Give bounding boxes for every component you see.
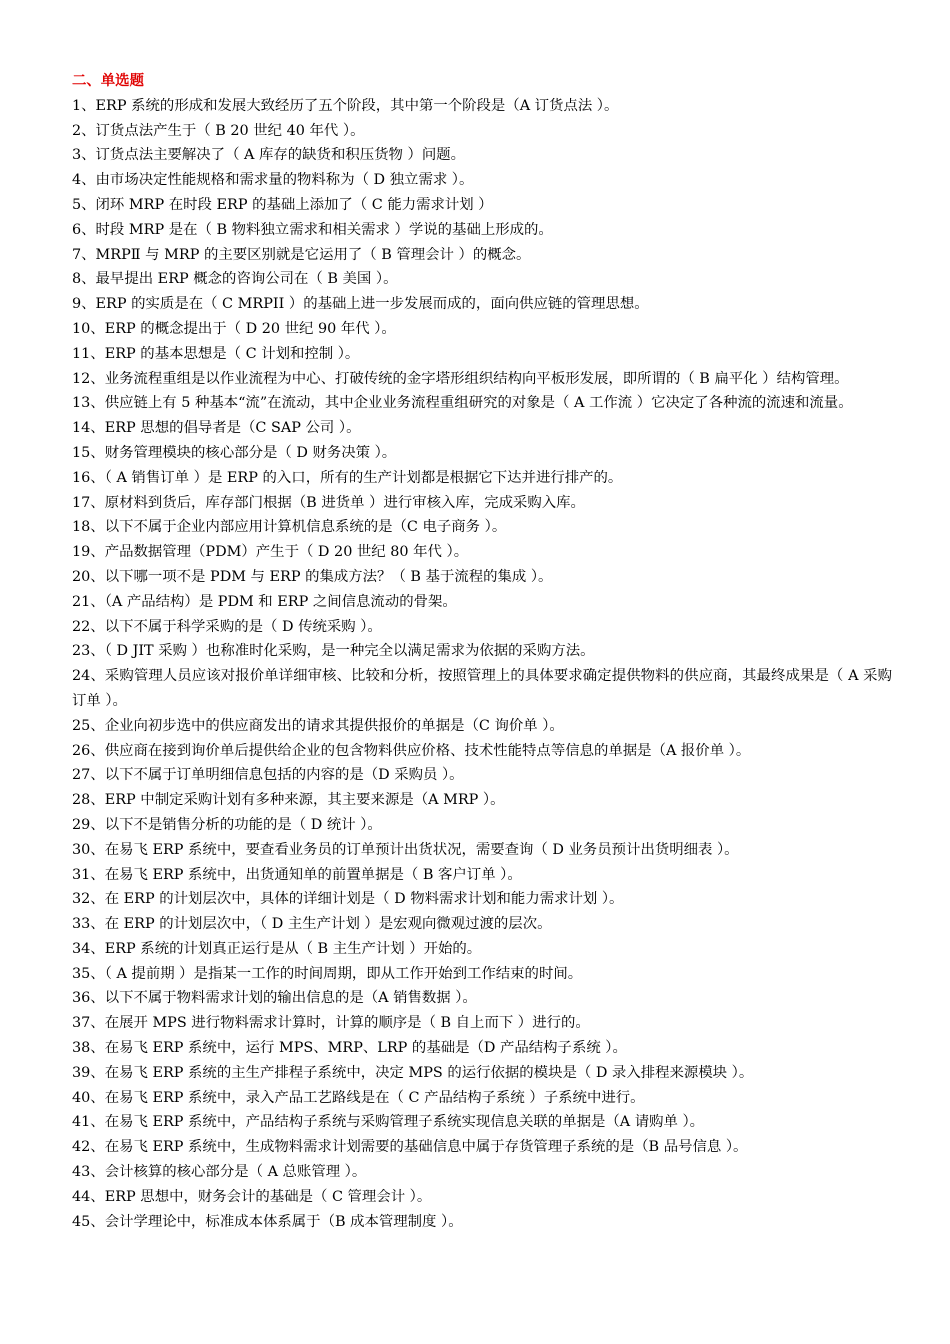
question-item: 22、以下不属于科学采购的是（ D 传统采购 ）。: [72, 618, 382, 635]
question-item: 1、ERP 系统的形成和发展大致经历了五个阶段，其中第一个阶段是（A 订货点法 ）。: [72, 97, 619, 114]
question-item: 18、以下不属于企业内部应用计算机信息系统的是（C 电子商务 ）。: [72, 519, 507, 536]
question-item: 38、在易飞 ERP 系统中，运行 MPS、MRP、LRP 的基础是（D 产品结构子系统 ）。: [72, 1040, 627, 1057]
question-item: 45、会计学理论中，标准成本体系属于（B 成本管理制度 ）。: [72, 1213, 463, 1230]
question-item: 29、以下不是销售分析的功能的是（ D 统计 ）。: [72, 816, 382, 833]
question-item: 31、在易飞 ERP 系统中，出货通知单的前置单据是（ B 客户订单 ）。: [72, 866, 522, 883]
question-item: 26、供应商在接到询价单后提供给企业的包含物料供应价格、技术性能特点等信息的单据是（A 报价单 ）。: [72, 742, 751, 759]
question-item: 39、在易飞 ERP 系统的主生产排程子系统中，决定 MPS 的运行依据的模块是（ D 录入排程来源模块 ）。: [72, 1064, 754, 1081]
question-item: 24、采购管理人员应该对报价单详细审核、比较和分析，按照管理上的具体要求确定提供物料的供应商，其最终成果是（ A 采购订单 ）。: [72, 668, 892, 709]
question-item: 40、在易飞 ERP 系统中，录入产品工艺路线是在（ C 产品结构子系统 ）子系统中进行。: [72, 1089, 645, 1106]
question-item: 8、最早提出 ERP 概念的咨询公司在（ B 美国 ）。: [72, 271, 398, 288]
question-item: 4、由市场决定性能规格和需求量的物料称为（ D 独立需求 ）。: [72, 172, 474, 189]
document-body: [72, 69, 892, 1234]
question-item: 36、以下不属于物料需求计划的输出信息的是（A 销售数据 ）。: [72, 990, 477, 1007]
question-item: 7、MRPⅡ 与 MRP 的主要区别就是它运用了（ B 管理会计 ）的概念。: [72, 246, 531, 263]
question-item: 42、在易飞 ERP 系统中，生成物料需求计划需要的基础信息中属于存货管理子系统的是（B 品号信息 ）。: [72, 1139, 748, 1156]
question-item: 30、在易飞 ERP 系统中，要查看业务员的订单预计出货状况，需要查询（ D 业务员预计出货明细表 ）。: [72, 841, 739, 858]
question-item: 2、订货点法产生于（ B 20 世纪 40 年代 ）。: [72, 122, 365, 139]
question-item: 6、时段 MRP 是在（ B 物料独立需求和相关需求 ）学说的基础上形成的。: [72, 221, 553, 238]
question-item: 33、在 ERP 的计划层次中，（ D 主生产计划 ）是宏观向微观过渡的层次。: [72, 916, 552, 933]
question-item: 28、ERP 中制定采购计划有多种来源，其主要来源是（A MRP ）。: [72, 792, 505, 809]
question-item: 41、在易飞 ERP 系统中，产品结构子系统与采购管理子系统实现信息关联的单据是（A 请购单 ）。: [72, 1114, 705, 1131]
question-item: 11、ERP 的基本思想是（ C 计划和控制 ）。: [72, 345, 360, 362]
question-item: 43、会计核算的核心部分是（ A 总账管理 ）。: [72, 1164, 367, 1181]
question-item: 32、在 ERP 的计划层次中，具体的详细计划是（ D 物料需求计划和能力需求计划 ）。: [72, 891, 624, 908]
question-item: 12、业务流程重组是以作业流程为中心、打破传统的金字塔形组织结构向平板形发展，即所谓的（ B 扁平化 ）结构管理。: [72, 370, 849, 387]
question-item: 27、以下不属于订单明细信息包括的内容的是（D 采购员 ）。: [72, 767, 464, 784]
question-item: 16、（ A 销售订单 ）是 ERP 的入口，所有的生产计划都是根据它下达并进行排产的。: [72, 469, 623, 486]
question-item: 44、ERP 思想中，财务会计的基础是（ C 管理会计 ）。: [72, 1188, 432, 1205]
question-item: 23、（ D JIT 采购 ）也称准时化采购，是一种完全以满足需求为依据的采购方法。: [72, 643, 595, 660]
question-item: 35、（ A 提前期 ）是指某一工作的时间周期，即从工作开始到工作结束的时间。: [72, 965, 583, 982]
question-item: 37、在展开 MPS 进行物料需求计算时，计算的顺序是（ B 自上而下 ）进行的。: [72, 1015, 590, 1032]
question-list: [72, 94, 892, 1235]
question-item: 13、供应链上有 5 种基本“流”在流动，其中企业业务流程重组研究的对象是（ A 工作流 ）它决定了各种流的流速和流量。: [72, 395, 853, 412]
question-item: 21、（A 产品结构）是 PDM 和 ERP 之间信息流动的骨架。: [72, 593, 457, 610]
question-item: 14、ERP 思想的倡导者是（C SAP 公司 ）。: [72, 420, 361, 437]
question-item: 9、ERP 的实质是在（ C MRPII ）的基础上进一步发展而成的，面向供应链的管理思想。: [72, 296, 649, 313]
question-item: 15、财务管理模块的核心部分是（ D 财务决策 ）。: [72, 444, 397, 461]
question-item: 19、产品数据管理（PDM）产生于（ D 20 世纪 80 年代 ）。: [72, 544, 469, 561]
question-item: 3、订货点法主要解决了（ A 库存的缺货和积压货物 ）问题。: [72, 147, 466, 164]
question-item: 25、企业向初步选中的供应商发出的请求其提供报价的单据是（C 询价单 ）。: [72, 717, 564, 734]
question-item: 10、ERP 的概念提出于（ D 20 世纪 90 年代 ）。: [72, 320, 396, 337]
question-item: 34、ERP 系统的计划真正运行是从（ B 主生产计划 ）开始的。: [72, 940, 482, 957]
question-item: 5、闭环 MRP 在时段 ERP 的基础上添加了（ C 能力需求计划 ）: [72, 196, 493, 213]
section-title: 二、单选题: [72, 73, 144, 89]
question-item: 17、原材料到货后，库存部门根据（B 进货单 ）进行审核入库，完成采购入库。: [72, 494, 585, 511]
question-item: 20、以下哪一项不是 PDM 与 ERP 的集成方法？（ B 基于流程的集成 ）。: [72, 568, 553, 585]
